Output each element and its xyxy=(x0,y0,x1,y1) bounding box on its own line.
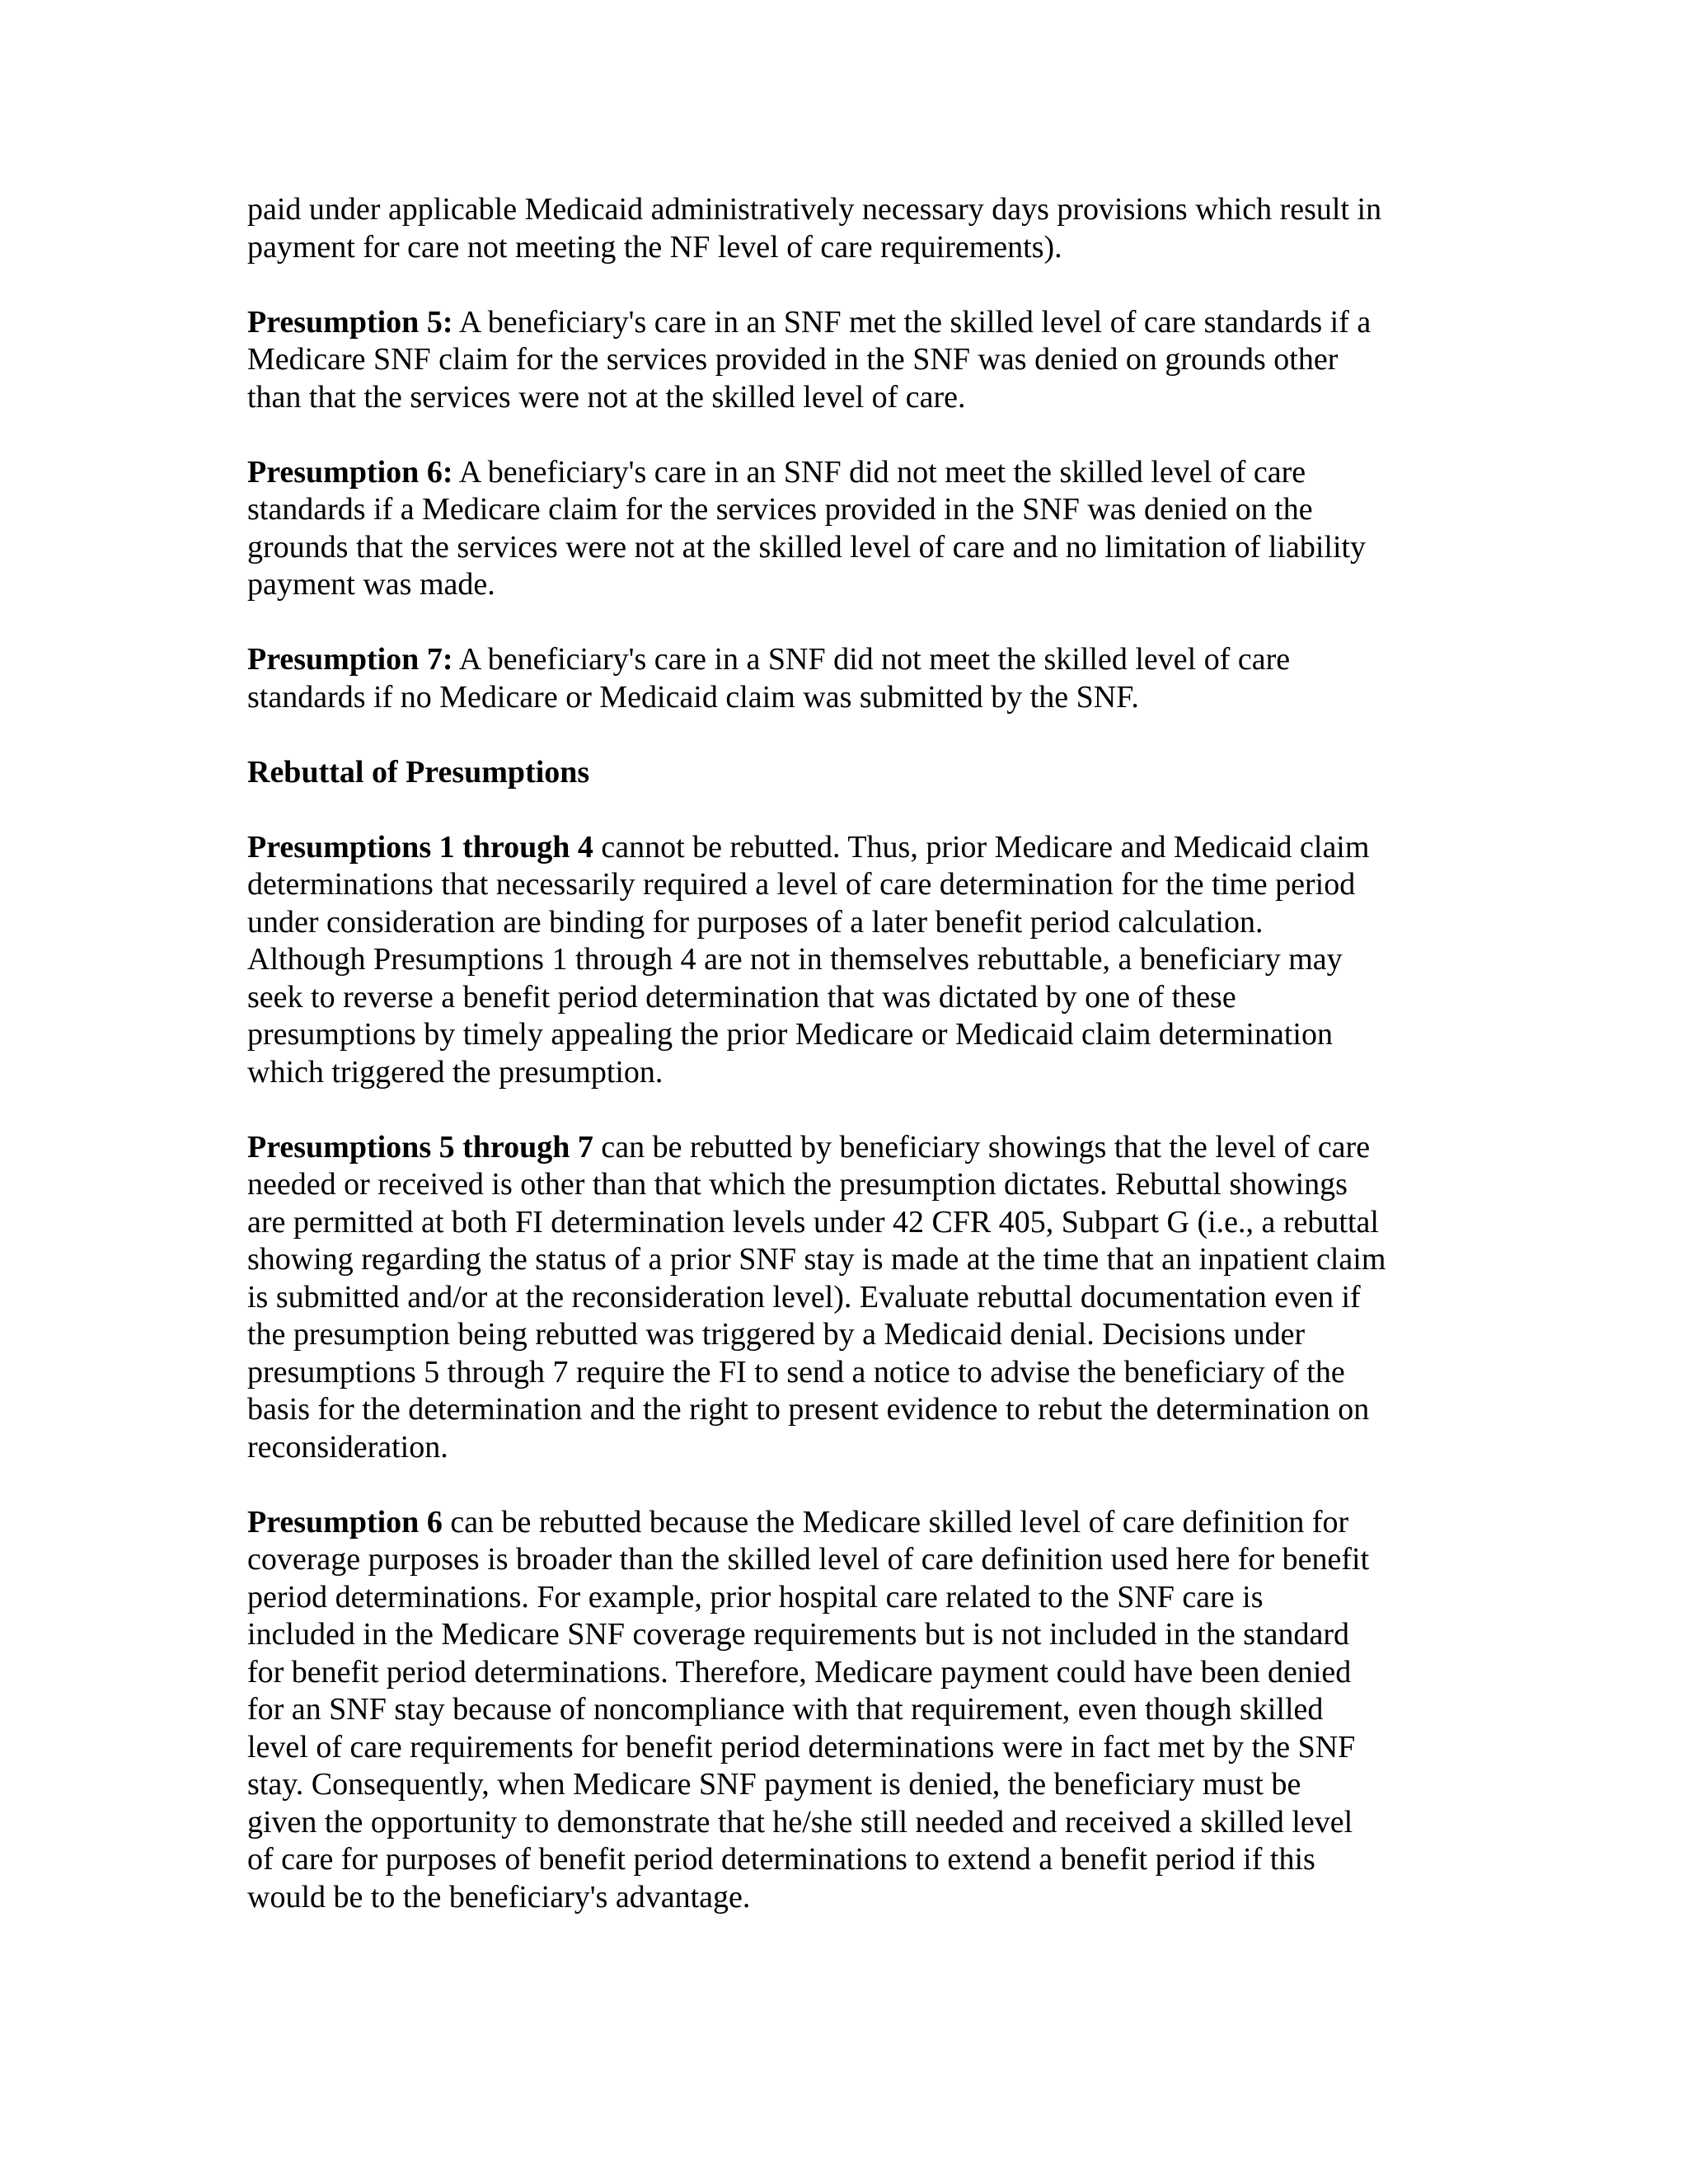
paragraph-presumption-6 xyxy=(247,454,1459,604)
text-line: showing regarding the status of a prior SNF stay is made at the time that an inpatient claim xyxy=(247,1242,1386,1277)
text-line: standards if a Medicare claim for the services provided in the SNF was denied on the xyxy=(247,492,1313,527)
text-line: seek to reverse a benefit period determination that was dictated by one of these xyxy=(247,979,1236,1015)
text-line: is submitted and/or at the reconsideration level). Evaluate rebuttal documentation even if xyxy=(247,1279,1361,1315)
text-line xyxy=(247,641,1459,679)
text-line: of care for purposes of benefit period determinations to extend a benefit period if this xyxy=(247,1842,1315,1877)
text-run: cannot be rebutted. Thus, prior Medicare and Medicaid claim xyxy=(593,829,1370,865)
text-line: are permitted at both FI determination levels under 42 CFR 405, Subpart G (i.e., a rebuttal xyxy=(247,1204,1379,1240)
text-line: needed or received is other than that which the presumption dictates. Rebuttal showings xyxy=(247,1167,1348,1202)
text-line: reconsideration. xyxy=(247,1429,448,1465)
document-body xyxy=(247,191,1459,1954)
text-line: period determinations. For example, prior hospital care related to the SNF care is xyxy=(247,1579,1264,1615)
text-line: presumptions by timely appealing the prior Medicare or Medicaid claim determination xyxy=(247,1017,1333,1052)
paragraph-presumption-5 xyxy=(247,304,1459,417)
text-line: the presumption being rebutted was triggered by a Medicaid denial. Decisions under xyxy=(247,1317,1306,1352)
paragraph-intro-continuation xyxy=(247,191,1459,266)
text-line: payment was made. xyxy=(247,567,495,602)
text-run: A beneficiary's care in an SNF met the skilled level of care standards if a xyxy=(452,304,1372,340)
paragraph-lead: Presumptions 1 through 4 xyxy=(247,829,593,865)
text-run: A beneficiary's care in a SNF did not meet the skilled level of care xyxy=(452,642,1291,677)
text-line: standards if no Medicare or Medicaid claim was submitted by the SNF. xyxy=(247,679,1139,715)
text-line: paid under applicable Medicaid administratively necessary days provisions which result in xyxy=(247,192,1382,227)
text-line: stay. Consequently, when Medicare SNF payment is denied, the beneficiary must be xyxy=(247,1767,1301,1802)
text-line: level of care requirements for benefit period determinations were in fact met by the SNF xyxy=(247,1729,1356,1765)
paragraph-presumptions-5-7 xyxy=(247,1129,1459,1467)
section-heading-rebuttal xyxy=(247,754,1459,792)
text-line: for benefit period determinations. Therefore, Medicare payment could have been denied xyxy=(247,1654,1352,1690)
text-line xyxy=(247,454,1459,492)
text-line: coverage purposes is broader than the skilled level of care definition used here for benefit xyxy=(247,1542,1370,1577)
paragraph-lead: Presumption 5: xyxy=(247,304,453,340)
paragraph-presumptions-1-4 xyxy=(247,829,1459,1092)
paragraph-presumption-7 xyxy=(247,641,1459,716)
text-line: basis for the determination and the right to present evidence to rebut the determination on xyxy=(247,1392,1370,1427)
text-line: would be to the beneficiary's advantage. xyxy=(247,1879,751,1915)
text-run: A beneficiary's care in an SNF did not meet the skilled level of care xyxy=(452,454,1306,490)
text-line: which triggered the presumption. xyxy=(247,1054,663,1090)
text-line: than that the services were not at the skilled level of care. xyxy=(247,379,966,415)
text-line: Although Presumptions 1 through 4 are not in themselves rebuttable, a beneficiary may xyxy=(247,942,1343,977)
text-line xyxy=(247,829,1459,867)
text-line xyxy=(247,1129,1459,1167)
paragraph-lead: Presumption 6: xyxy=(247,454,453,490)
paragraph-lead: Presumptions 5 through 7 xyxy=(247,1129,593,1165)
paragraph-lead: Presumption 7: xyxy=(247,642,453,677)
text-line xyxy=(247,304,1459,342)
text-line: given the opportunity to demonstrate that he/she still needed and received a skilled level xyxy=(247,1804,1353,1840)
paragraph-presumption-6-rebuttal xyxy=(247,1504,1459,1917)
text-line: determinations that necessarily required a level of care determination for the time period xyxy=(247,867,1356,902)
text-line: payment for care not meeting the NF level of care requirements). xyxy=(247,229,1062,265)
paragraph-lead: Presumption 6 xyxy=(247,1504,443,1540)
text-run: can be rebutted by beneficiary showings that the level of care xyxy=(593,1129,1371,1165)
text-line: grounds that the services were not at the skilled level of care and no limitation of liability xyxy=(247,529,1367,565)
text-line: Medicare SNF claim for the services provided in the SNF was denied on grounds other xyxy=(247,342,1339,377)
heading-text: Rebuttal of Presumptions xyxy=(247,754,590,790)
text-line: included in the Medicare SNF coverage requirements but is not included in the standard xyxy=(247,1617,1350,1652)
text-run: can be rebutted because the Medicare skilled level of care definition for xyxy=(442,1504,1349,1540)
text-line: presumptions 5 through 7 require the FI to send a notice to advise the beneficiary of the xyxy=(247,1354,1345,1390)
text-line xyxy=(247,1504,1459,1542)
text-line: for an SNF stay because of noncompliance with that requirement, even though skilled xyxy=(247,1692,1324,1727)
text-line: under consideration are binding for purposes of a later benefit period calculation. xyxy=(247,904,1264,940)
